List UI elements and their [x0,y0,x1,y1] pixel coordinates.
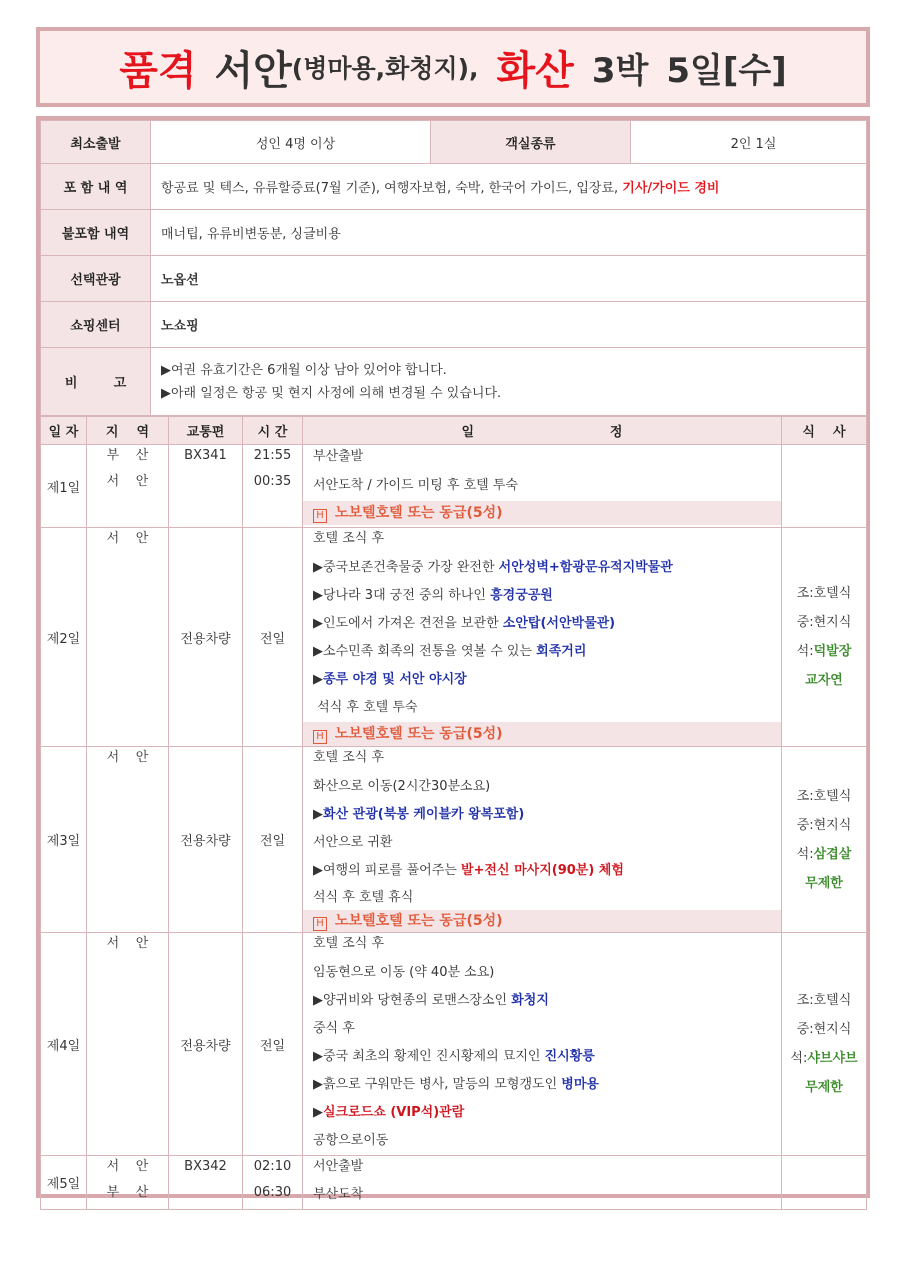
included-highlight: 기사/가이드 경비 [622,181,720,196]
day-3-transport: 전용차량 [169,747,243,933]
day-2-meal-3: 석:덕발장 [796,644,852,659]
day-3-meal-2: 중:현지식 [796,817,852,833]
day-3-line-5: ▶여행의 피로를 풀어주는 발+전신 마사지(90분) 체험 [313,863,624,878]
header-itinerary: 일 정 [303,417,782,445]
day-1-time-1: 21:55 [253,448,292,463]
day-4-line-3: ▶양귀비와 당현종의 로맨스장소인 화청지 [313,993,549,1008]
day-4-itinerary [303,933,782,1156]
day-1-time [243,445,303,528]
day-5-line-1: 서안출발 [313,1159,364,1174]
day-3-meal-3: 석:삼겹살 [796,846,852,862]
included-label: 포 함 내 역 [41,164,151,210]
day-4-row [41,933,867,1156]
title-part-2: 서안 [214,47,292,94]
option-value: 노옵션 [151,256,867,302]
day-5-time [243,1156,303,1210]
day-4-meal-3: 석:샤브샤브 [790,1051,858,1066]
min-departure-label: 최소출발 [41,121,151,164]
day-2-meal-4: 교자연 [805,673,843,688]
title-part-5: 3박 [591,50,649,91]
day-4-meal-2: 중:현지식 [796,1022,852,1037]
day-1-itinerary [303,445,782,528]
day-1-label: 제1일 [41,445,87,528]
shopping-value: 노쇼핑 [151,302,867,348]
day-3-hotel-text: 노보텔호텔 또는 동급(5성) [335,913,503,929]
day-1-transport: BX341 [169,445,243,528]
header-meal: 식 사 [782,417,867,445]
day-5-loc-1: 서 안 [106,1159,149,1174]
header-day: 일 자 [41,417,87,445]
min-departure-value: 성인 4명 이상 [151,121,431,164]
page-title [36,27,870,107]
room-type-label: 객실종류 [431,121,631,164]
day-2-itinerary [303,528,782,747]
remark-2: ▶아래 일정은 항공 및 현지 사정에 의해 변경될 수 있습니다. [161,385,502,401]
day-3-row [41,747,867,933]
header-transport: 교통편 [169,417,243,445]
day-3-itinerary [303,747,782,933]
day-4-label: 제4일 [41,933,87,1156]
day-4-line-2: 임동현으로 이동 (약 40분 소요) [313,965,495,980]
hotel-icon: H [313,509,327,523]
day-1-line-1: 부산출발 [313,449,364,464]
day-4-line-7: ▶실크로드쇼 (VIP석)관람 [313,1105,465,1120]
day-2-meal [782,528,867,747]
day-5-loc-2: 부 산 [106,1185,149,1200]
day-5-line-2: 부산도착 [313,1187,364,1202]
day-5-transport: BX342 [169,1156,243,1210]
included-value [151,164,867,210]
day-3-time: 전일 [243,747,303,933]
title-part-6: 5일[수] [666,50,787,91]
day-1-line-2: 서안도착 / 가이드 미팅 후 호텔 투숙 [313,478,518,493]
day-1-hotel [303,501,781,525]
day-5-time-2: 06:30 [253,1185,292,1200]
remark-1: ▶여권 유효기간은 6개월 이상 남아 있어야 합니다. [161,362,447,378]
day-3-meal [782,747,867,933]
day-2-line-6: ▶종루 야경 및 서안 야시장 [313,672,467,687]
day-2-row [41,528,867,747]
remarks-value [151,348,867,416]
day-4-loc: 서 안 [106,936,149,951]
day-2-line-5: ▶소수민족 회족의 전통을 엿볼 수 있는 회족거리 [313,644,587,659]
day-2-time: 전일 [243,528,303,747]
day-4-meal-1: 조:호텔식 [796,993,852,1008]
day-5-time-1: 02:10 [253,1159,292,1174]
day-2-transport: 전용차량 [169,528,243,747]
included-text: 항공료 및 텍스, 유류할증료(7월 기준), 여행자보험, 숙박, 한국어 가이드, 입장료, [161,181,619,196]
day-5-label: 제5일 [41,1156,87,1210]
day-2-line-7: 석식 후 호텔 투숙 [313,700,418,715]
day-1-location [87,445,169,528]
day-1-meal [782,445,867,528]
day-4-line-4: 중식 후 [313,1021,355,1036]
header-time: 시 간 [243,417,303,445]
excluded-label: 불포함 내역 [41,210,151,256]
day-3-line-6: 석식 후 호텔 휴식 [313,890,414,905]
title-part-3: (병마용,화청지), [291,54,479,83]
day-3-meal-4: 무제한 [805,875,843,891]
room-type-value: 2인 1실 [631,121,867,164]
day-1-row [41,445,867,528]
day-1-hotel-text: 노보텔호텔 또는 동급(5성) [335,505,503,521]
day-1-time-2: 00:35 [253,474,292,489]
day-4-line-5: ▶중국 최초의 황제인 진시황제의 묘지인 진시황릉 [313,1049,595,1064]
itinerary-frame [36,116,870,1202]
day-1-loc-2: 서 안 [106,474,149,489]
schedule-table [40,416,867,1210]
day-2-location [87,528,169,747]
day-5-row [41,1156,867,1210]
day-5-itinerary [303,1156,782,1210]
day-4-time: 전일 [243,933,303,1156]
day-4-meal-4: 무제한 [805,1080,843,1095]
day-3-line-1: 호텔 조식 후 [313,750,385,765]
day-4-meal [782,933,867,1156]
info-table [40,120,867,416]
day-2-line-1: 호텔 조식 후 [313,531,385,546]
day-4-transport: 전용차량 [169,933,243,1156]
hotel-icon: H [313,917,327,931]
remarks-label: 비 고 [41,348,151,416]
day-2-line-3: ▶당나라 3대 궁전 중의 하나인 흥경궁공원 [313,588,553,603]
option-label: 선택관광 [41,256,151,302]
day-3-hotel [303,910,781,932]
day-3-loc: 서 안 [106,750,149,765]
title-part-4: 화산 [496,47,574,94]
day-5-location [87,1156,169,1210]
day-2-hotel [303,722,781,746]
day-4-line-1: 호텔 조식 후 [313,936,385,951]
day-2-line-2: ▶중국보존건축물중 가장 완전한 서안성벽+함광문유적지박물관 [313,560,673,575]
day-5-meal [782,1156,867,1210]
header-location: 지 역 [87,417,169,445]
day-2-meal-2: 중:현지식 [796,615,852,630]
day-3-line-4: 서안으로 귀환 [313,835,393,850]
day-3-line-2: 화산으로 이동(2시간30분소요) [313,779,491,794]
hotel-icon: H [313,730,327,744]
day-3-line-3: ▶화산 관광(북봉 케이블카 왕복포함) [313,807,525,822]
day-3-location [87,747,169,933]
shopping-label: 쇼핑센터 [41,302,151,348]
schedule-header [41,417,867,445]
day-3-label: 제3일 [41,747,87,933]
day-4-line-6: ▶흙으로 구워만든 병사, 말등의 모형갱도인 병마용 [313,1077,599,1092]
day-2-loc: 서 안 [106,531,149,546]
excluded-value: 매너팁, 유류비변동분, 싱글비용 [151,210,867,256]
title-part-1: 품격 [119,47,197,94]
day-4-line-8: 공항으로이동 [313,1133,389,1148]
day-1-loc-1: 부 산 [106,448,149,463]
day-2-meal-1: 조:호텔식 [796,586,852,601]
day-3-meal-1: 조:호텔식 [796,788,852,804]
day-2-hotel-text: 노보텔호텔 또는 동급(5성) [335,726,503,742]
day-2-label: 제2일 [41,528,87,747]
day-4-location [87,933,169,1156]
day-2-line-4: ▶인도에서 가져온 견전을 보관한 소안탑(서안박물관) [313,616,616,631]
